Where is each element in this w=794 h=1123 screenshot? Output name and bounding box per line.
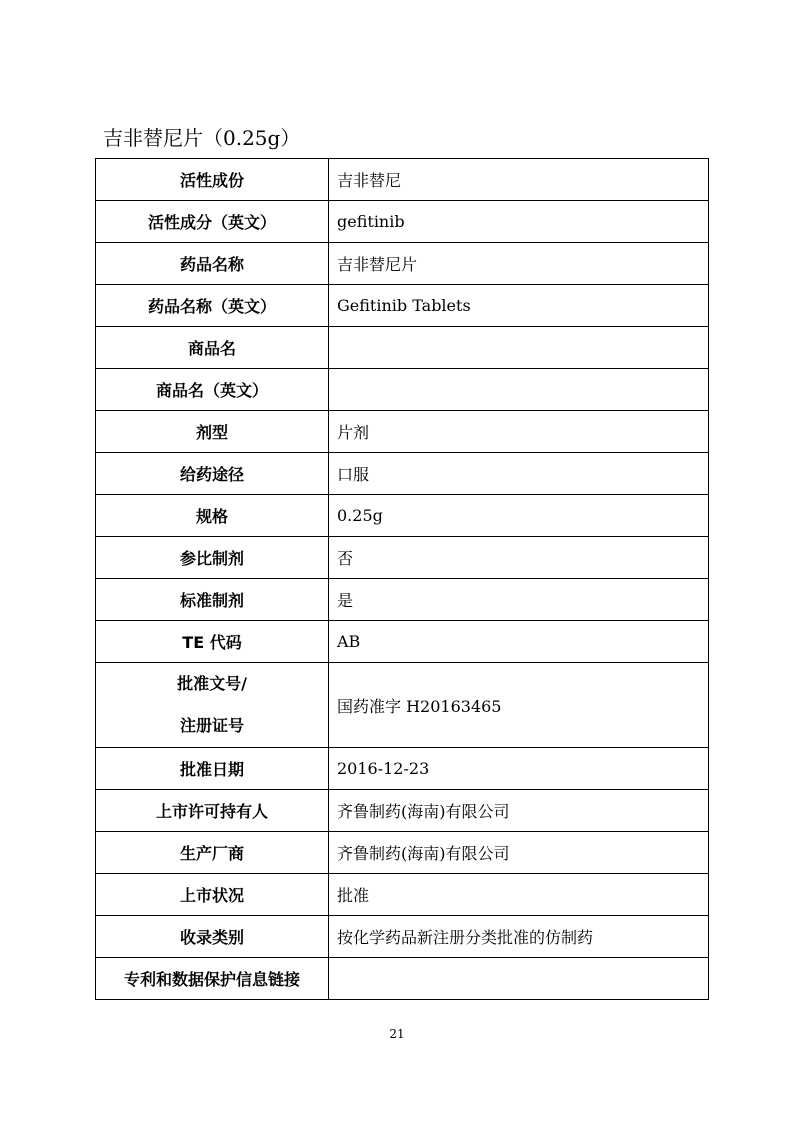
row-value-drug-name-en: Gefitinib Tablets xyxy=(329,285,709,327)
row-value-category: 按化学药品新注册分类批准的仿制药 xyxy=(329,916,709,958)
table-row xyxy=(96,916,709,958)
table-row xyxy=(96,327,709,369)
row-label-drug-name: 药品名称 xyxy=(96,243,329,285)
table-row xyxy=(96,748,709,790)
row-value-trade-name-en xyxy=(329,369,709,411)
table-row xyxy=(96,958,709,1000)
row-value-drug-name: 吉非替尼片 xyxy=(329,243,709,285)
row-label-trade-name: 商品名 xyxy=(96,327,329,369)
table-row xyxy=(96,159,709,201)
row-label-manufacturer: 生产厂商 xyxy=(96,832,329,874)
row-label-approval-date: 批准日期 xyxy=(96,748,329,790)
row-value-te-code: AB xyxy=(329,621,709,663)
row-label-market-status: 上市状况 xyxy=(96,874,329,916)
drug-info-table xyxy=(95,158,709,1000)
row-label-drug-name-en: 药品名称（英文） xyxy=(96,285,329,327)
table-row xyxy=(96,495,709,537)
row-value-approval-number: 国药准字 H20163465 xyxy=(329,663,709,748)
row-label-active-ingredient-en: 活性成分（英文） xyxy=(96,201,329,243)
page-number: 21 xyxy=(389,1027,405,1041)
row-value-active-ingredient: 吉非替尼 xyxy=(329,159,709,201)
table-row xyxy=(96,537,709,579)
document-title: 吉非替尼片（0.25g） xyxy=(103,126,301,150)
table-row xyxy=(96,832,709,874)
row-value-active-ingredient-en: gefitinib xyxy=(329,201,709,243)
table-row xyxy=(96,453,709,495)
row-label-dosage-form: 剂型 xyxy=(96,411,329,453)
table-row xyxy=(96,285,709,327)
row-label-te-code: TE 代码 xyxy=(96,621,329,663)
row-value-manufacturer: 齐鲁制药(海南)有限公司 xyxy=(329,832,709,874)
row-label-route: 给药途径 xyxy=(96,453,329,495)
row-label-approval-number-line1: 批准文号/ xyxy=(177,674,247,693)
row-label-standard-product: 标准制剂 xyxy=(96,579,329,621)
row-value-standard-product: 是 xyxy=(329,579,709,621)
table-row xyxy=(96,790,709,832)
row-value-market-status: 批准 xyxy=(329,874,709,916)
row-value-strength: 0.25g xyxy=(329,495,709,537)
row-value-mah: 齐鲁制药(海南)有限公司 xyxy=(329,790,709,832)
table-row xyxy=(96,874,709,916)
row-label-approval-number xyxy=(96,663,329,748)
row-value-trade-name xyxy=(329,327,709,369)
row-label-trade-name-en: 商品名（英文） xyxy=(96,369,329,411)
table-row xyxy=(96,201,709,243)
row-value-approval-date: 2016-12-23 xyxy=(329,748,709,790)
row-label-approval-number-line2: 注册证号 xyxy=(179,716,244,735)
row-label-reference-product: 参比制剂 xyxy=(96,537,329,579)
table-row xyxy=(96,663,709,748)
row-value-dosage-form: 片剂 xyxy=(329,411,709,453)
table-row xyxy=(96,579,709,621)
table-row xyxy=(96,369,709,411)
row-label-patent-link: 专利和数据保护信息链接 xyxy=(96,958,329,1000)
row-value-patent-link xyxy=(329,958,709,1000)
row-value-reference-product: 否 xyxy=(329,537,709,579)
row-value-route: 口服 xyxy=(329,453,709,495)
table-row xyxy=(96,411,709,453)
row-label-category: 收录类别 xyxy=(96,916,329,958)
row-label-mah: 上市许可持有人 xyxy=(96,790,329,832)
row-label-active-ingredient: 活性成份 xyxy=(96,159,329,201)
table-row xyxy=(96,243,709,285)
table-row xyxy=(96,621,709,663)
row-label-strength: 规格 xyxy=(96,495,329,537)
